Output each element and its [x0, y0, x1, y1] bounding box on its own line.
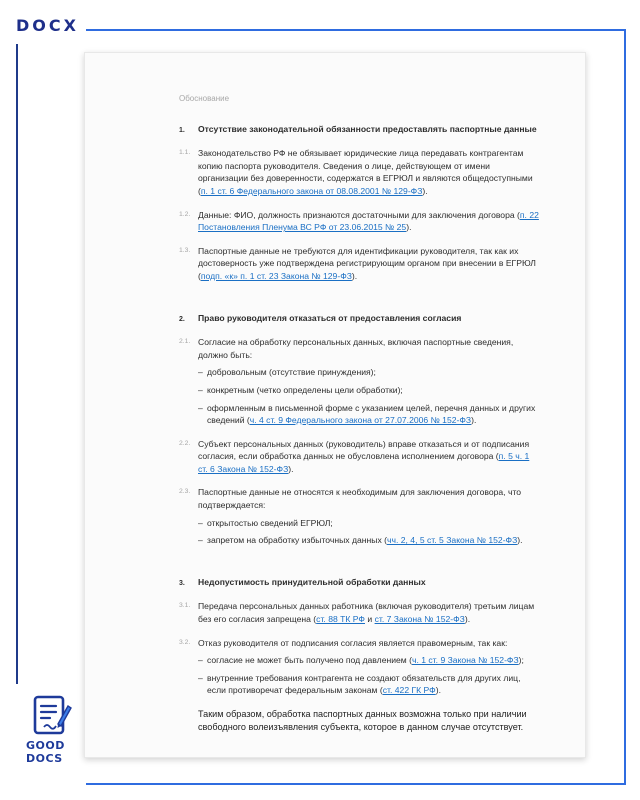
text-fragment: ).	[422, 185, 428, 196]
frame-left-line	[16, 44, 18, 684]
numbered-item	[179, 147, 539, 197]
section-title-text: Недопустимость принудительной обработки данных	[198, 576, 426, 587]
section-title	[179, 576, 539, 591]
law-reference-link[interactable]: п. 22 Постановления Пленума ВС РФ от 23.06.2015 № 25	[198, 209, 539, 233]
text-fragment: Отказ руководителя от подписания согласия является правомерным, так как:	[198, 637, 508, 648]
item-paragraph	[198, 637, 539, 650]
item-paragraph	[198, 209, 539, 234]
text-fragment: Субъект персональных данных (руководитель) вправе отказаться и от подписания согласия, если обработка данных не обусловлена исполнением договора (	[198, 438, 530, 462]
section-title	[179, 123, 539, 138]
section-number: 3.	[179, 579, 185, 587]
law-reference-link[interactable]: ч. 1 ст. 9 Закона № 152-ФЗ	[411, 655, 519, 666]
law-reference-link[interactable]: ч. 4 ст. 9 Федерального закона от 27.07.2006 № 152-ФЗ	[249, 415, 472, 426]
dash-marker: –	[198, 517, 203, 528]
text-fragment: ).	[517, 535, 523, 546]
text-fragment: Данные: ФИО, должность признаются достаточными для заключения договора (	[198, 209, 520, 220]
bullet-item	[198, 672, 539, 697]
item-number: 1.3.	[179, 246, 191, 254]
numbered-item	[179, 486, 539, 546]
bullet-text	[207, 366, 539, 379]
section-title-text: Отсутствие законодательной обязанности предоставлять паспортные данные	[198, 123, 537, 134]
section-spacer	[179, 558, 539, 576]
bullet-text	[207, 517, 539, 530]
bullet-text	[207, 672, 539, 697]
law-reference-link[interactable]: чч. 2, 4, 5 ст. 5 Закона № 152-ФЗ	[387, 535, 518, 546]
item-number: 3.1.	[179, 602, 191, 610]
document-pen-icon	[32, 694, 72, 738]
bullet-text	[207, 654, 539, 667]
text-fragment: ).	[471, 415, 477, 426]
gooddocs-logo	[26, 694, 82, 764]
item-paragraph	[198, 147, 539, 197]
text-fragment: ).	[406, 222, 412, 233]
numbered-item	[179, 336, 539, 427]
text-fragment: согласие не может быть получено под давлением (	[207, 655, 412, 666]
dash-marker: –	[198, 402, 203, 413]
text-fragment: Законодательство РФ не обязывает юридические лица передавать контрагентам копию паспорта руководителя. Сведения о лице, действующем от имени организации без доверенности, содержатся в ЕГРЮЛ и являются общедоступными (	[198, 148, 533, 196]
numbered-item	[179, 245, 539, 283]
bullet-text	[207, 402, 539, 427]
law-reference-link[interactable]: п. 1 ст. 6 Федерального закона от 08.08.2001 № 129-ФЗ	[200, 185, 423, 196]
dash-marker: –	[198, 672, 203, 683]
numbered-item	[179, 637, 539, 697]
item-number: 2.1.	[179, 338, 191, 346]
item-paragraph	[198, 600, 539, 625]
document-body	[179, 93, 539, 734]
text-fragment: конкретным (четко определены цели обработки);	[207, 384, 403, 395]
item-paragraph	[198, 438, 539, 476]
text-fragment: ).	[351, 270, 358, 281]
item-paragraph	[198, 245, 539, 283]
item-paragraph	[198, 486, 539, 511]
text-fragment: открытостью сведений ЕГРЮЛ;	[207, 517, 333, 528]
item-body	[198, 209, 539, 234]
item-body	[198, 600, 539, 625]
law-reference-link[interactable]: ст. 88 ТК РФ	[316, 614, 365, 625]
numbered-item	[179, 600, 539, 625]
section-number: 1.	[179, 126, 185, 134]
text-fragment: Паспортные данные не относятся к необходимым для заключения договора, что подтверждается:	[198, 487, 522, 511]
bullet-item	[198, 534, 539, 547]
logo-text-line2: DOCS	[26, 752, 63, 765]
bullet-item	[198, 384, 539, 397]
text-fragment: Передача персональных данных работника (включая руководителя) третьим лицам без его согласия запрещена (	[198, 601, 535, 625]
item-number: 1.2.	[179, 210, 191, 218]
text-fragment: Паспортные данные не требуются для идентификации руководителя, так как их достоверность уже подтверждена регистрирующим органом при внесении в ЕГРЮЛ (	[198, 245, 536, 281]
item-body	[198, 147, 539, 197]
item-number: 2.3.	[179, 488, 191, 496]
item-body	[198, 438, 539, 476]
frame-bottom-line	[86, 783, 626, 785]
law-reference-link[interactable]: ст. 7 Закона № 152-ФЗ	[374, 614, 465, 625]
frame-top-line	[86, 29, 626, 31]
law-reference-link[interactable]: ст. 422 ГК РФ	[382, 685, 436, 696]
dash-marker: –	[198, 535, 203, 546]
document-label: Обоснование	[179, 94, 230, 103]
item-body	[198, 336, 539, 427]
text-fragment: ).	[435, 685, 441, 696]
logo-text-line1: GOOD	[26, 739, 65, 752]
text-fragment: запретом на обработку избыточных данных (	[207, 535, 387, 546]
text-fragment: добровольным (отсутствие принуждения);	[207, 367, 376, 378]
numbered-item	[179, 438, 539, 476]
text-fragment: ).	[288, 463, 294, 474]
section-title	[179, 312, 539, 327]
law-reference-link[interactable]: п. 5 ч. 1 ст. 6 Закона № 152-ФЗ	[198, 451, 530, 474]
bullet-item	[198, 366, 539, 379]
law-reference-link[interactable]: подп. «к» п. 1 ст. 23 Закона № 129-ФЗ	[200, 270, 352, 281]
numbered-item	[179, 209, 539, 234]
item-number: 1.1.	[179, 149, 191, 157]
bullet-item	[198, 517, 539, 530]
item-body	[198, 245, 539, 283]
dash-marker: –	[198, 367, 203, 378]
bullet-item	[198, 402, 539, 427]
bullet-item	[198, 654, 539, 667]
text-fragment: и	[364, 614, 375, 625]
frame-right-line	[624, 29, 626, 785]
text-fragment: оформленным в письменной форме с указанием целей, перечня данных и других сведений (	[207, 402, 536, 426]
text-fragment: ).	[464, 614, 471, 625]
item-body	[198, 637, 539, 697]
text-fragment: Согласие на обработку персональных данных, включая паспортные сведения, должно быть:	[198, 337, 514, 360]
item-number: 2.2.	[179, 439, 191, 447]
item-body	[198, 486, 539, 546]
section-title-text: Право руководителя отказаться от предоставления согласия	[198, 312, 462, 323]
conclusion-paragraph: Таким образом, обработка паспортных данных возможна только при наличии свободного волеизъявления субъекта, которое в данном случае отсутствует.	[198, 709, 527, 732]
bullet-text	[207, 384, 539, 397]
brand-label: DOCX	[16, 16, 79, 35]
text-fragment: внутренние требования контрагента не создают обязательств для других лиц, если противоречат федеральным законам (	[207, 672, 521, 696]
section-number: 2.	[179, 315, 185, 323]
dash-marker: –	[198, 384, 203, 395]
text-fragment: );	[518, 655, 524, 666]
section-spacer	[179, 294, 539, 312]
item-paragraph	[198, 336, 539, 361]
item-number: 3.2.	[179, 638, 191, 646]
bullet-text	[207, 534, 539, 547]
document-page	[84, 52, 586, 758]
dash-marker: –	[198, 655, 203, 666]
